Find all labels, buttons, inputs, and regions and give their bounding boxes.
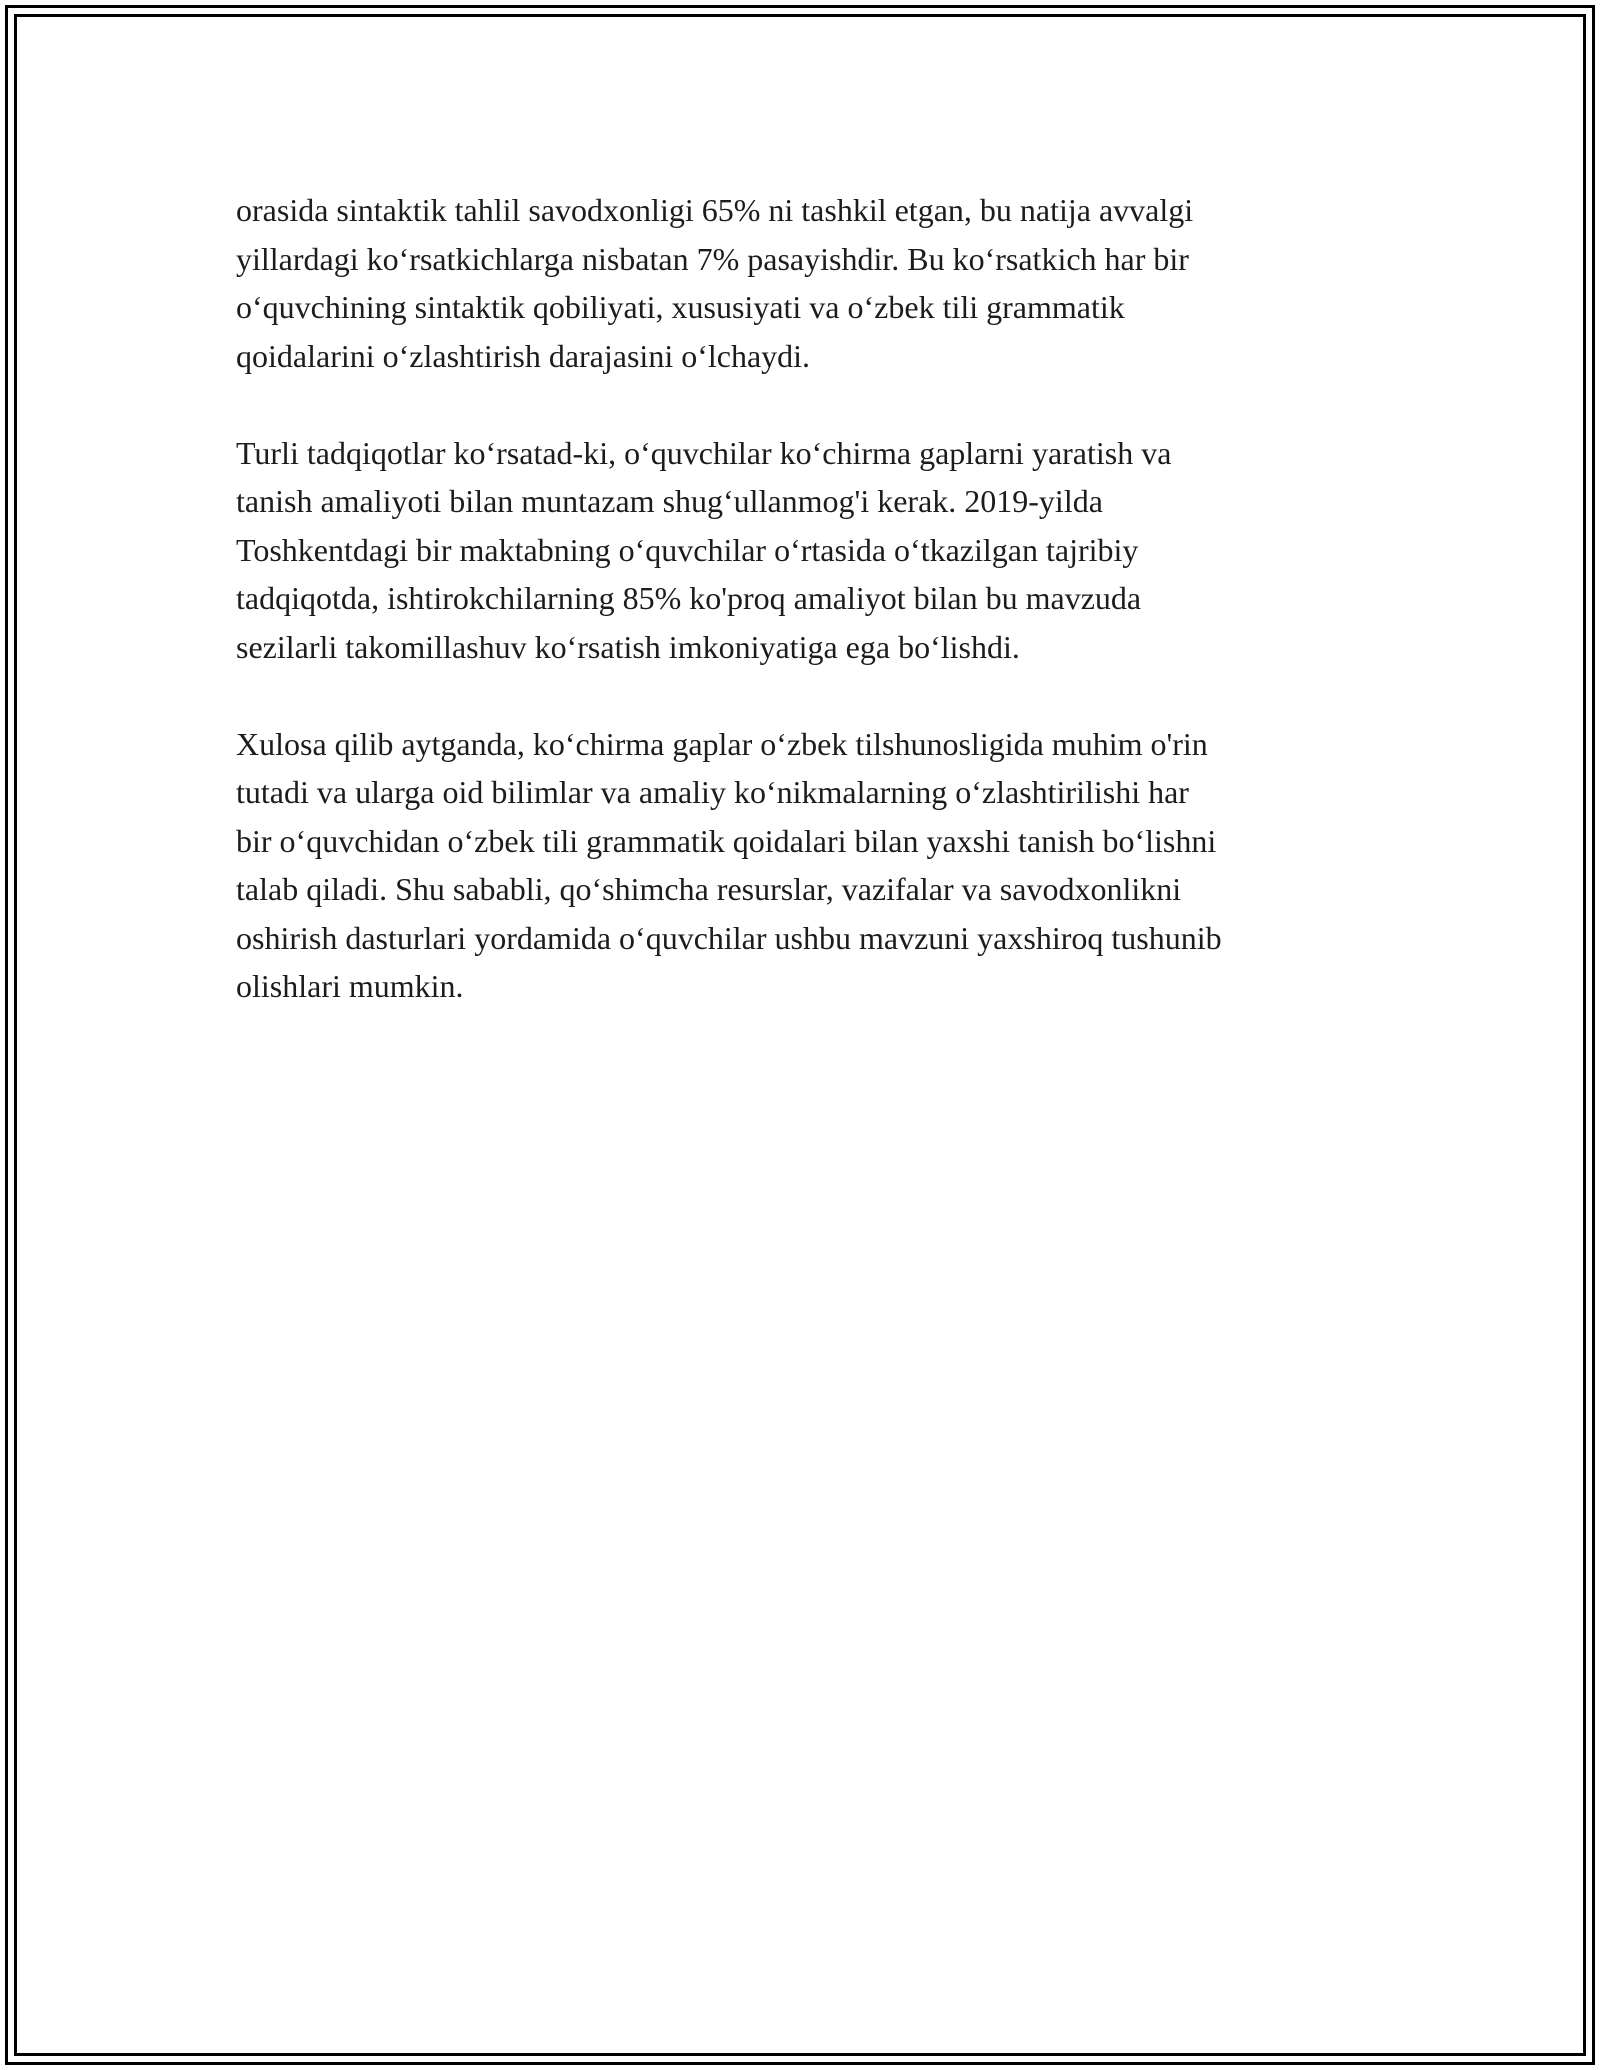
document-body: [236, 186, 1376, 1059]
text-line: olishlari mumkin.: [236, 968, 464, 1004]
text-line: yillardagi ko‘rsatkichlarga nisbatan 7% pasayishdir. Bu ko‘rsatkich har bir: [236, 240, 1189, 277]
text-line: sezilarli takomillashuv ko‘rsatish imkoniyatiga ega bo‘lishdi.: [236, 628, 1020, 665]
text-line: o‘quvchining sintaktik qobiliyati, xususiyati va o‘zbek tili grammatik: [236, 289, 1125, 325]
text-line: tanish amaliyoti bilan muntazam shug‘ullanmog'i kerak. 2019-yilda: [236, 483, 1103, 519]
paragraph-3: [236, 720, 1376, 1011]
text-line: talab qiladi. Shu sababli, qo‘shimcha resurslar, vazifalar va savodxonlikni: [236, 871, 1182, 907]
text-line: Turli tadqiqotlar ko‘rsatad-ki, o‘quvchilar ko‘chirma gaplarni yaratish va: [236, 434, 1172, 471]
text-line: qoidalarini o‘zlashtirish darajasini o‘lchaydi.: [236, 337, 811, 374]
paragraph-1: [236, 186, 1376, 380]
text-line: tutadi va ularga oid bilimlar va amaliy ko‘nikmalarning o‘zlashtirilishi har: [236, 774, 1189, 810]
text-line: Xulosa qilib aytganda, ko‘chirma gaplar o‘zbek tilshunosligida muhim o'rin: [236, 725, 1208, 762]
text-line: Toshkentdagi bir maktabning o‘quvchilar o‘rtasida o‘tkazilgan tajribiy: [236, 531, 1139, 568]
paragraph-2: [236, 429, 1376, 672]
text-line: bir o‘quvchidan o‘zbek tili grammatik qoidalari bilan yaxshi tanish bo‘lishni: [236, 822, 1217, 859]
text-line: tadqiqotda, ishtirokchilarning 85% ko'proq amaliyot bilan bu mavzuda: [236, 580, 1142, 616]
text-line: orasida sintaktik tahlil savodxonligi 65% ni tashkil etgan, bu natija avvalgi: [236, 192, 1194, 228]
text-line: oshirish dasturlari yordamida o‘quvchilar ushbu mavzuni yaxshiroq tushunib: [236, 919, 1222, 956]
